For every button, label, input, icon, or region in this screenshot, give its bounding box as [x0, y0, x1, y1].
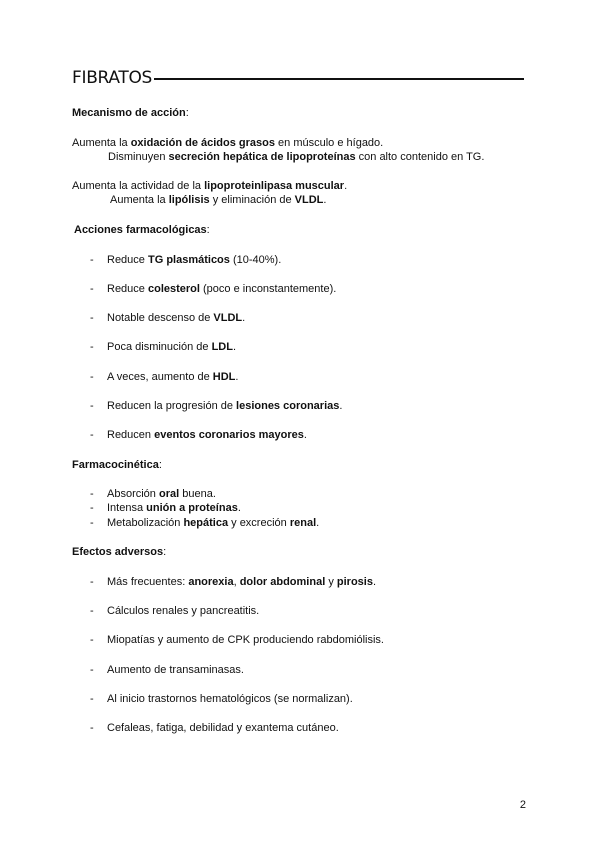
page-number: 2	[519, 799, 526, 811]
section-heading-efectos: Efectos adversos:	[72, 546, 167, 558]
page-title: FIBRATOS	[72, 68, 153, 88]
mecanismo-p2-sub: Aumenta la lipólisis y eliminación de VLDL.	[110, 194, 327, 206]
title-rule	[154, 78, 524, 80]
mecanismo-p1: Aumenta la oxidación de ácidos grasos en músculo e hígado.	[72, 137, 384, 149]
mecanismo-p1-sub: Disminuyen secreción hepática de lipoproteínas con alto contenido en TG.	[108, 151, 485, 163]
section-heading-farmacocinetica: Farmacocinética:	[72, 459, 162, 471]
mecanismo-p2: Aumenta la actividad de la lipoproteinlipasa muscular.	[72, 180, 348, 192]
section-heading-mecanismo: Mecanismo de acción:	[72, 107, 189, 119]
section-heading-acciones: Acciones farmacológicas:	[74, 224, 210, 236]
title-row	[72, 68, 524, 88]
